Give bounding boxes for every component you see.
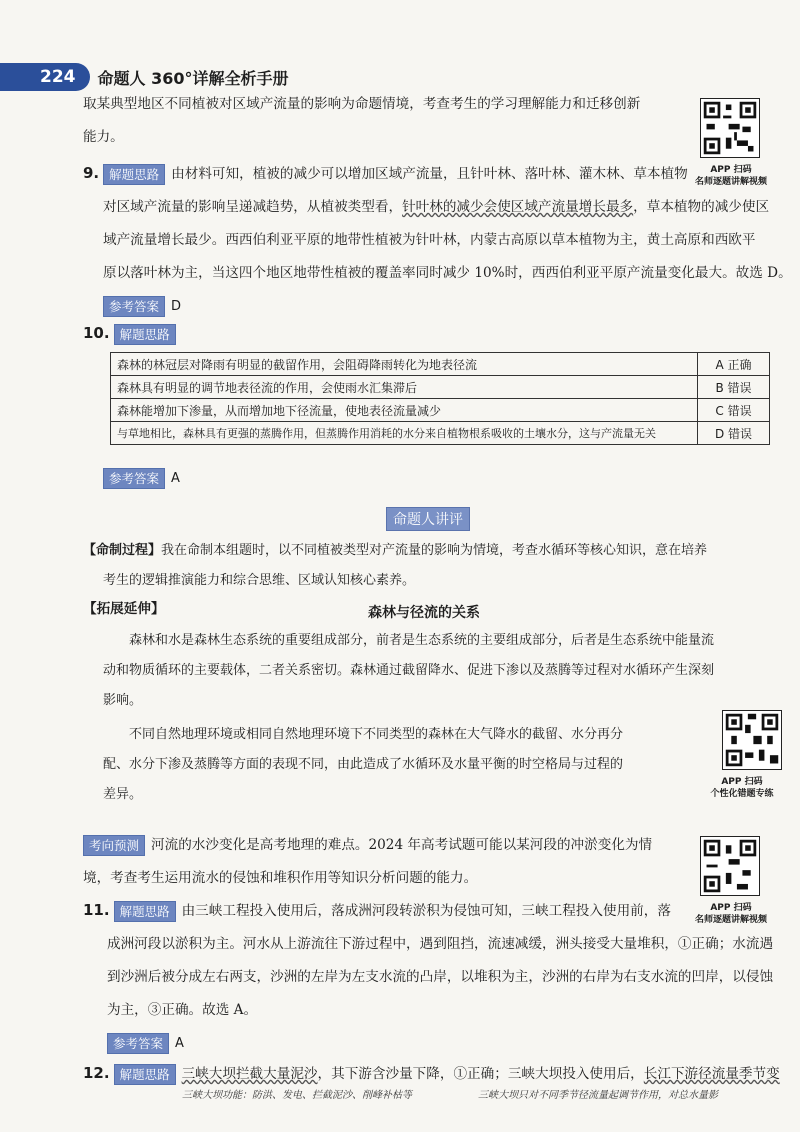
q12-underlined-text: 长江下游径流量季节变 <box>643 1066 780 1082</box>
section-title: 森林与径流的关系 <box>368 605 480 621</box>
solve-tag: 解题思路 <box>103 164 165 185</box>
q9-underlined-text: 针叶林的减少会使区域产流量增长最多 <box>402 199 634 215</box>
analysis-table <box>110 352 770 445</box>
handwritten-note-right: 三峡大坝只对不同季节径流量起调节作用，对总水量影 <box>478 1090 718 1101</box>
forecast-text: 境，考查考生运用流水的侵蚀和堆积作用等知识分析问题的能力。 <box>83 870 478 886</box>
qr-pattern-icon <box>701 837 759 895</box>
qr-pattern-icon <box>723 711 781 769</box>
q12-text: ，其下游含沙量下降，①正确；三峡大坝投入使用后， <box>317 1066 644 1082</box>
q11-text: 为主，③正确。故选 A。 <box>107 1002 258 1018</box>
process-text: 考生的逻辑推演能力和综合思维、区域认知核心素养。 <box>103 573 416 588</box>
page-number: 224 <box>0 63 90 91</box>
qr-code-practice[interactable] <box>722 710 782 770</box>
qr-caption: APP 扫码 名师逐题讲解视频 <box>694 903 767 925</box>
q12-underlined-text: 三峡大坝拦截大量泥沙 <box>181 1066 318 1082</box>
q9-text: 对区域产流量的影响呈递减趋势，从植被类型看， <box>103 199 403 215</box>
table-cell-text: 与草地相比，森林具有更强的蒸腾作用，但蒸腾作用消耗的水分来自植物根系吸收的土壤水分，这与产流量无关 <box>111 422 698 445</box>
q11-text: 成洲河段以淤积为主。河水从上游流往下游过程中，遇到阻挡，流速减缓，洲头接受大量堆积，①正确；水流遇 <box>107 936 774 952</box>
qr-caption: APP 扫码 名师逐题讲解视频 <box>694 165 767 187</box>
q9-text: 域产流量增长最少。西西伯利亚平原的地带性植被为针叶林，内蒙古高原以草本植物为主，黄土高原和西欧平 <box>103 232 756 248</box>
table-row <box>111 376 770 399</box>
question-number: 11. <box>83 901 110 919</box>
table-cell-text: 森林的林冠层对降雨有明显的截留作用，会阻碍降雨转化为地表径流 <box>111 353 698 376</box>
question-10-answer <box>103 462 180 495</box>
commentary-process <box>83 536 773 596</box>
qr-code-video[interactable] <box>700 98 760 158</box>
question-11 <box>83 894 773 1060</box>
q11-text: 到沙洲后被分成左右两支，沙洲的左岸为左支水流的凸岸，以堆积为主，沙洲的右岸为右支水流的凹岸，以侵蚀 <box>107 969 774 985</box>
question-number: 9. <box>83 164 100 182</box>
question-10-heading <box>83 317 182 351</box>
answer-tag: 参考答案 <box>103 468 165 489</box>
q9-text: 由材料可知，植被的减少可以增加区域产流量，且针叶林、落叶林、灌木林、草本植物 <box>171 166 688 182</box>
table-cell-text: 森林具有明显的调节地表径流的作用，会使雨水汇集滞后 <box>111 376 698 399</box>
question-number: 12. <box>83 1064 110 1082</box>
answer-value: D <box>171 299 182 314</box>
table-cell-result: C 错误 <box>698 399 770 422</box>
answer-value: A <box>175 1036 184 1051</box>
extend-paragraph-1 <box>103 626 768 716</box>
solve-tag: 解题思路 <box>114 1064 176 1085</box>
forecast-paragraph <box>83 829 703 895</box>
process-label: 【命制过程】 <box>83 543 162 558</box>
solve-tag: 解题思路 <box>114 901 176 922</box>
qr-code-video[interactable] <box>700 836 760 896</box>
qr-pattern-icon <box>701 99 759 157</box>
extend-text: 动和物质循环的主要载体，二者关系密切。森林通过截留降水、促进下渗以及蒸腾等过程对水循环产生深刻 <box>103 663 715 678</box>
table-row <box>111 422 770 445</box>
q9-text: ，草本植物的减少使区 <box>633 199 770 215</box>
process-text: 我在命制本组题时，以不同植被类型对产流量的影响为情境，考查水循环等核心知识，意在培养 <box>161 543 708 558</box>
extend-label-row <box>83 593 165 626</box>
extend-text: 森林和水是森林生态系统的重要组成部分，前者是生态系统的主要组成部分，后者是生态系统中能量流 <box>129 633 715 648</box>
extend-paragraph-2 <box>103 720 678 810</box>
table-row <box>111 353 770 376</box>
table-cell-result: B 错误 <box>698 376 770 399</box>
question-number: 10. <box>83 324 110 342</box>
intro-paragraph <box>83 88 683 154</box>
answer-tag: 参考答案 <box>103 296 165 317</box>
extend-text: 影响。 <box>103 693 143 708</box>
table-cell-result: A 正确 <box>698 353 770 376</box>
solve-tag: 解题思路 <box>114 324 176 345</box>
forecast-tag: 考向预测 <box>83 835 145 856</box>
intro-line: 能力。 <box>83 129 124 145</box>
answer-tag: 参考答案 <box>107 1033 169 1054</box>
book-title: 命题人 360°详解全析手册 <box>97 68 289 88</box>
commentary-tag: 命题人讲评 <box>386 507 470 531</box>
handwritten-note-left: 三峡大坝功能：防洪、发电、拦截泥沙、削峰补枯等 <box>182 1090 412 1101</box>
answer-value: A <box>171 471 180 486</box>
extend-text: 差异。 <box>103 787 143 802</box>
extend-label: 【拓展延伸】 <box>83 601 165 617</box>
table-cell-result: D 错误 <box>698 422 770 445</box>
q11-text: 由三峡工程投入使用后，落成洲河段转淤积为侵蚀可知，三峡工程投入使用前，落 <box>181 903 671 919</box>
qr-caption: APP 扫码 个性化错题专练 <box>710 777 774 799</box>
extend-text: 配、水分下渗及蒸腾等方面的表现不同，由此造成了水循环及水量平衡的时空格局与过程的 <box>103 757 624 772</box>
intro-line: 取某典型地区不同植被对区域产流量的影响为命题情境，考查考生的学习理解能力和迁移创新 <box>83 96 641 112</box>
table-row <box>111 399 770 422</box>
q9-text: 原以落叶林为主，当这四个地区地带性植被的覆盖率同时减少 10%时，西西伯利亚平原产流量变化最大。故选 D。 <box>103 265 792 281</box>
forecast-text: 河流的水沙变化是高考地理的难点。2024 年高考试题可能以某河段的冲淤变化为情 <box>151 837 653 853</box>
table-cell-text: 森林能增加下渗量，从而增加地下径流量，使地表径流量减少 <box>111 399 698 422</box>
extend-text: 不同自然地理环境或相同自然地理环境下不同类型的森林在大气降水的截留、水分再分 <box>129 727 624 742</box>
question-9 <box>83 157 792 323</box>
